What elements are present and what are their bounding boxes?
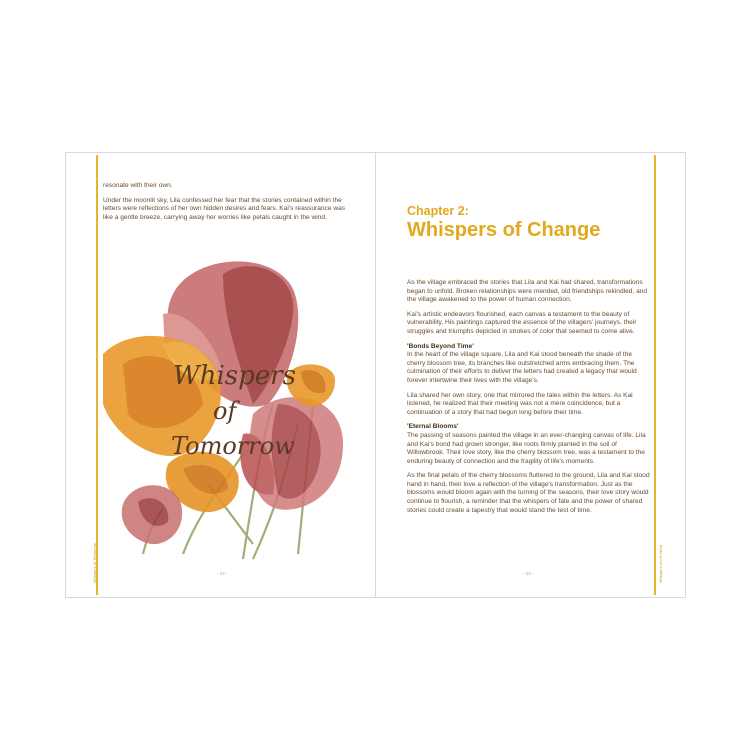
red-poppy-bottom bbox=[122, 485, 182, 544]
left-side-text: Whispers of Tomorrow bbox=[92, 543, 97, 583]
right-paragraph-2: Kai's artistic endeavors flourished, each canvas a testament to the beauty of vulnerability. His paintings captured the essence of the villagers' journeys, their struggles and triumphs depicted in strokes of color that seemed to come alive. bbox=[407, 310, 637, 335]
page-gutter bbox=[375, 153, 376, 597]
artwork-title-line-1: Whispers bbox=[173, 361, 296, 391]
artwork-title-line-2: of bbox=[213, 397, 237, 425]
left-page-text bbox=[103, 182, 353, 228]
section-heading-1: 'Bonds Beyond Time' bbox=[407, 342, 474, 350]
right-margin-rule bbox=[654, 155, 656, 595]
left-paragraph-2: Under the moonlit sky, Lila confessed her fear that the stories contained within the letters were reflections of her own hidden desires and fears. Kai's reassurance was like a gentle breeze, carrying away her worries like petals caught in the wind. bbox=[103, 196, 346, 221]
section-bonds bbox=[407, 343, 651, 386]
artwork-title-line-3: Tomorrow bbox=[171, 432, 295, 460]
left-margin-rule bbox=[96, 155, 98, 595]
section-eternal bbox=[407, 423, 651, 466]
right-paragraph-3: In the heart of the village square, Lila and Kai stood beneath the shade of the cherry blossom tree, its branches like outstretched arms embracing them. The culmination of their efforts to deliver the letters had created a legacy that would forever intertwine their lives with the village's. bbox=[407, 351, 637, 384]
right-paragraph-6: As the final petals of the cherry blossoms fluttered to the ground, Lila and Kai stood hand in hand, their love a reflection of the village's transformation. Just as the blossoms would bloom again with the turning of the seasons, their love story would continue to flourish, a reminder that the whispers of fate and the power of shared stories could create a tapestry that would stand the test of time. bbox=[407, 472, 650, 514]
left-page-number: - 12 - bbox=[217, 571, 228, 576]
chapter-title: Whispers of Change bbox=[407, 219, 601, 241]
right-paragraph-5: The passing of seasons painted the village in an ever-changing canvas of life. Lila and Kai's bond had grown stronger, like roots firmly planted in the soil of Willowbrook. Their love story, like the cherry blossom tree, was a testament to the enduring beauty of connection and the fragility of life's moments. bbox=[407, 431, 646, 465]
chapter-label: Chapter 2: bbox=[407, 204, 469, 218]
right-paragraph-4: Lila shared her own story, one that mirrored the tales within the letters. As Kai listened, he realized that their meeting was not a mere coincidence, but a continuation of a story that had begun long before their time. bbox=[407, 391, 633, 416]
left-paragraph-1: resonate with their own. bbox=[103, 182, 173, 189]
section-heading-2: 'Eternal Blooms' bbox=[407, 423, 459, 431]
flower-artwork bbox=[103, 254, 344, 562]
right-side-text: Whispers of the Wind bbox=[658, 545, 663, 583]
right-paragraph-1: As the village embraced the stories that Lila and Kai had shared, transformations began to unfold. Broken relationships were mended, old friendships rekindled, and the village awakened to the power of human connection. bbox=[407, 279, 648, 304]
right-page-number: - 13 - bbox=[523, 571, 534, 576]
book-spread bbox=[65, 152, 686, 598]
right-page-text bbox=[407, 279, 651, 521]
